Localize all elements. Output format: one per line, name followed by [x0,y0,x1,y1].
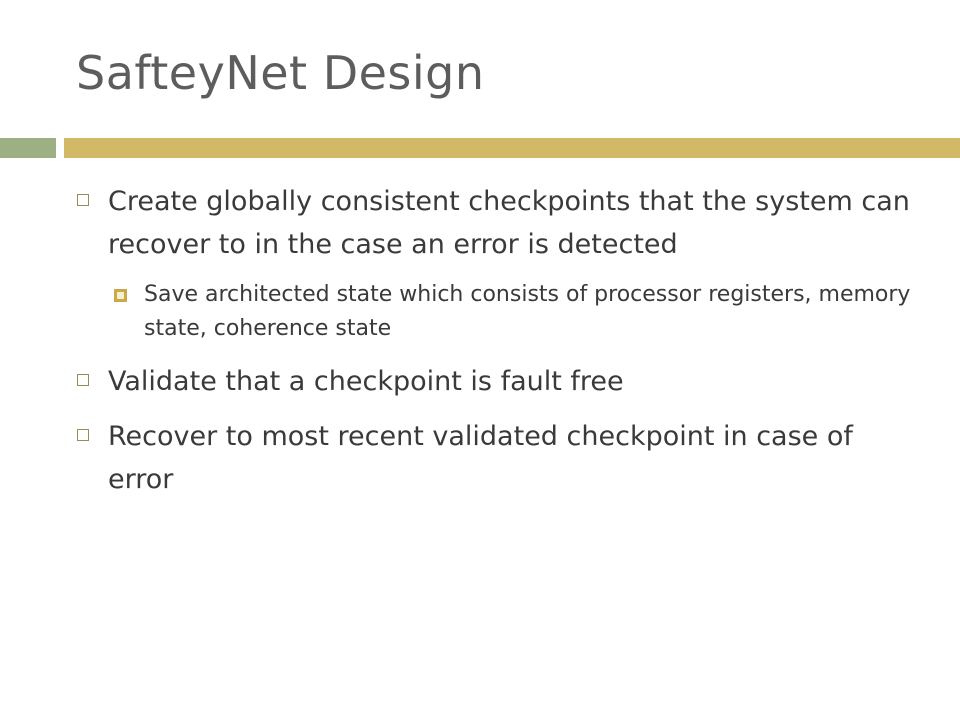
bullet-item [76,360,916,403]
slide-content [76,180,916,513]
hollow-square-icon [77,194,89,206]
bullet-text: Validate that a checkpoint is fault free [108,366,624,397]
sub-bullet-text: Save architected state which consists of processor registers, memory state, coherence state [144,282,911,341]
bullet-text: Recover to most recent validated checkpoint in case of error [108,421,853,495]
sub-bullet-item [114,278,916,346]
bullet-text: Create globally consistent checkpoints that the system can recover to in the case an error is detected [108,186,910,260]
title-accent-bar-left [0,138,56,158]
hollow-square-icon [77,429,89,441]
filled-square-icon [114,289,127,302]
bullet-item [76,415,916,501]
title-accent-bar-right [64,138,960,158]
slide-title: SafteyNet Design [76,46,485,100]
hollow-square-icon [77,374,89,386]
bullet-item [76,180,916,266]
